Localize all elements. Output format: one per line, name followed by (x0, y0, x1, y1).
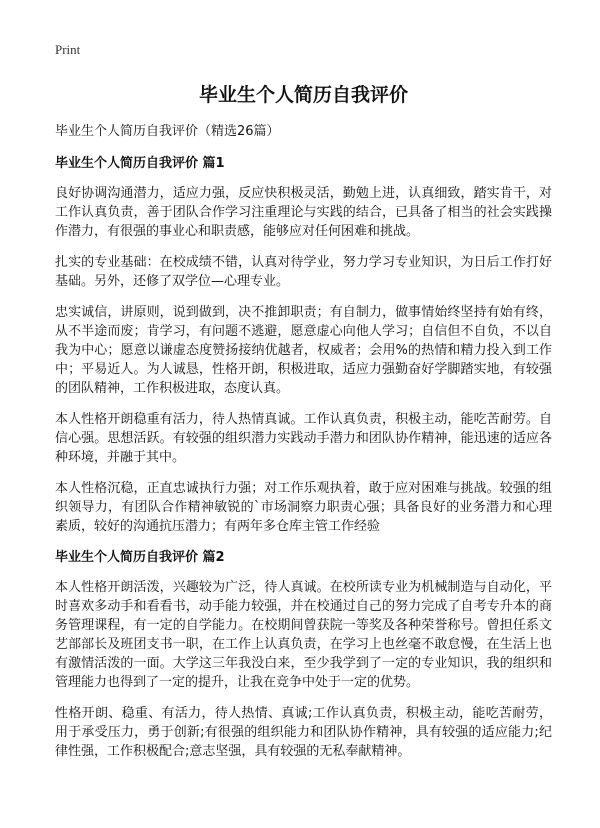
paragraph: 本人性格开朗活泼，兴趣较为广泛，待人真诚。在校所读专业为机械制造与自动化，平时喜欢多动手和看看书，动手能力较强，并在校通过自己的努力完成了自考专升本的商务管理课程，有一定的自学能力。在校期间曾获院一等奖及各种荣誉称号。曾担任系文艺部部长及班团支书一职，在工作上认真负责，在学习上也丝毫不敢怠慢，在生活上也有激情活泼的一面。大学这三年我没白来，至少我学到了一定的专业知识，我的组织和管理能力也得到了一定的提升，让我在竞争中处于一定的优势。 (55, 580, 552, 690)
paragraph: 性格开朗、稳重、有活力，待人热情、真诚;工作认真负责，积极主动，能吃苦耐劳，用于承受压力，勇于创新;有很强的组织能力和团队协作精神，具有较强的适应能力;纪律性强，工作积极配合;意志坚强，具有较强的无私奉献精神。 (55, 706, 552, 759)
section-heading: 毕业生个人简历自我评价 篇2 (55, 550, 225, 565)
paragraph: 本人性格沉稳，正直忠诚执行力强；对工作乐观执着，敢于应对困难与挑战。较强的组织领导力，有团队合作精神敏锐的`市场洞察力职责心强；具备良好的业务潜力和心理素质，较好的沟通抗压潜力；有两年多仓库主管工作经验 (55, 481, 552, 534)
paragraph: 良好协调沟通潜力，适应力强，反应快积极灵活，勤勉上进，认真细致，踏实肯干，对工作认真负责，善于团队合作学习注重理论与实践的结合，已具备了相当的社会实践操作潜力，有很强的事业心和职责感，能够应对任何困难和挑战。 (55, 186, 552, 239)
paragraph: 扎实的专业基础：在校成绩不错，认真对待学业，努力学习专业知识，为日后工作打好基础。另外，还修了双学位—心理专业。 (55, 255, 552, 289)
section-1 (55, 154, 552, 536)
section-2 (55, 548, 552, 761)
print-link[interactable]: Print (55, 42, 81, 57)
paragraph: 本人性格开朗稳重有活力，待人热情真诚。工作认真负责，积极主动，能吃苦耐劳。自信心强。思想活跃。有较强的组织潜力实践动手潜力和团队协作精神，能迅速的适应各种环境，并融于其中。 (55, 412, 552, 465)
document-subtitle: 毕业生个人简历自我评价（精选26篇） (55, 124, 280, 139)
section-heading: 毕业生个人简历自我评价 篇1 (55, 156, 225, 171)
paragraph: 忠实诚信，讲原则，说到做到，决不推卸职责；有自制力，做事情始终坚持有始有终，从不半途而废；肯学习，有问题不逃避，愿意虚心向他人学习；自信但不自负，不以自我为中心；愿意以谦虚态度赞扬接纳优越者，权威者；会用%的热情和精力投入到工作中；平易近人。为人诚恳，性格开朗，积极进取，适应力强勤奋好学脚踏实地，有较强的团队精神，工作积极进取，态度认真。 (55, 305, 552, 396)
document-title: 毕业生个人简历自我评价 (198, 84, 408, 106)
